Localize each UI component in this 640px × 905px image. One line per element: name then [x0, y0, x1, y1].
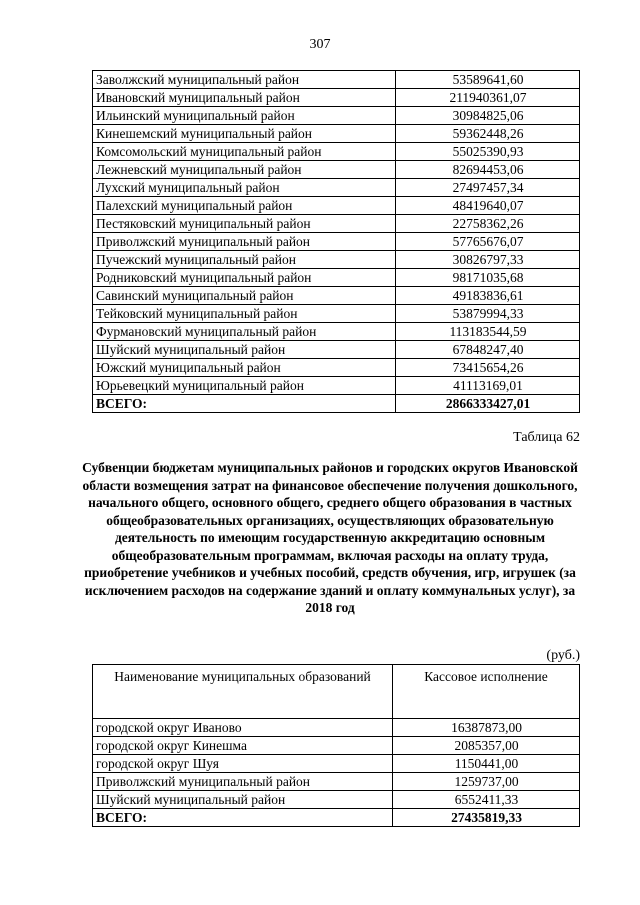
table-row [93, 305, 580, 323]
municipality-name: Приволжский муниципальный район [93, 233, 396, 251]
total-row [93, 395, 580, 413]
municipality-name: Юрьевецкий муниципальный район [93, 377, 396, 395]
municipality-name: Южский муниципальный район [93, 359, 396, 377]
amount-value: 49183836,61 [396, 287, 580, 305]
table-row [93, 179, 580, 197]
amount-value: 16387873,00 [393, 719, 580, 737]
municipality-name: Палехский муниципальный район [93, 197, 396, 215]
amount-value: 57765676,07 [396, 233, 580, 251]
municipality-name: Пучежский муниципальный район [93, 251, 396, 269]
amount-value: 82694453,06 [396, 161, 580, 179]
amount-value: 41113169,01 [396, 377, 580, 395]
municipality-name: Фурмановский муниципальный район [93, 323, 396, 341]
table-row [93, 791, 580, 809]
municipality-name: Ивановский муниципальный район [93, 89, 396, 107]
table-row [93, 341, 580, 359]
page-number: 307 [309, 37, 331, 52]
subvention-table-continued [92, 70, 580, 413]
municipality-name: Лежневский муниципальный район [93, 161, 396, 179]
amount-value: 2085357,00 [393, 737, 580, 755]
municipality-name: Комсомольский муниципальный район [93, 143, 396, 161]
private-schools-subvention-table [92, 664, 580, 827]
total-label: ВСЕГО: [93, 395, 396, 413]
amount-value: 67848247,40 [396, 341, 580, 359]
municipality-name: Родниковский муниципальный район [93, 269, 396, 287]
amount-value: 6552411,33 [393, 791, 580, 809]
table-label: Таблица 62 [513, 430, 580, 445]
municipality-name: городской округ Иваново [93, 719, 393, 737]
amount-value: 98171035,68 [396, 269, 580, 287]
amount-value: 113183544,59 [396, 323, 580, 341]
table-row [93, 143, 580, 161]
amount-value: 30984825,06 [396, 107, 580, 125]
unit-label: (руб.) [546, 648, 580, 663]
amount-value: 1150441,00 [393, 755, 580, 773]
table-row [93, 719, 580, 737]
amount-value: 53589641,60 [396, 71, 580, 89]
amount-value: 59362448,26 [396, 125, 580, 143]
municipality-name: городской округ Шуя [93, 755, 393, 773]
amount-value: 22758362,26 [396, 215, 580, 233]
municipality-name: Савинский муниципальный район [93, 287, 396, 305]
amount-value: 30826797,33 [396, 251, 580, 269]
column-header-amount: Кассовое исполнение [393, 665, 580, 719]
municipality-name: Шуйский муниципальный район [93, 791, 393, 809]
municipality-name: Лухский муниципальный район [93, 179, 396, 197]
total-value: 2866333427,01 [396, 395, 580, 413]
table-row [93, 89, 580, 107]
municipality-name: Тейковский муниципальный район [93, 305, 396, 323]
amount-value: 27497457,34 [396, 179, 580, 197]
municipality-name: Шуйский муниципальный район [93, 341, 396, 359]
column-header-name: Наименование муниципальных образований [93, 665, 393, 719]
table-row [93, 377, 580, 395]
total-value: 27435819,33 [393, 809, 580, 827]
amount-value: 1259737,00 [393, 773, 580, 791]
municipality-name: Кинешемский муниципальный район [93, 125, 396, 143]
table-row [93, 359, 580, 377]
amount-value: 73415654,26 [396, 359, 580, 377]
amount-value: 55025390,93 [396, 143, 580, 161]
municipality-name: городской округ Кинешма [93, 737, 393, 755]
municipality-name: Пестяковский муниципальный район [93, 215, 396, 233]
total-row [93, 809, 580, 827]
table-row [93, 161, 580, 179]
amount-value: 211940361,07 [396, 89, 580, 107]
table-row [93, 269, 580, 287]
table-row [93, 71, 580, 89]
table-row [93, 233, 580, 251]
header-row [93, 665, 580, 719]
table-caption: Субвенции бюджетам муниципальных районов и городских округов Ивановской области возмещения затрат на финансовое обеспечение получения дошкольного, начального общего, основного общего, среднего общего образования в частных общеобразовательных организациях, осуществляющих образовательную деятельность по имеющим государственную аккредитацию основным общеобразовательным программам, включая расходы на оплату труда, приобретение учебников и учебных пособий, средств обучения, игр, игрушек (за исключением расходов на содержание зданий и оплату коммунальных услуг), за 2018 год [82, 460, 578, 615]
table-row [93, 773, 580, 791]
total-label: ВСЕГО: [93, 809, 393, 827]
table-row [93, 323, 580, 341]
municipality-name: Приволжский муниципальный район [93, 773, 393, 791]
table-row [93, 287, 580, 305]
table-row [93, 107, 580, 125]
amount-value: 48419640,07 [396, 197, 580, 215]
table-row [93, 215, 580, 233]
table-row [93, 125, 580, 143]
amount-value: 53879994,33 [396, 305, 580, 323]
table-row [93, 755, 580, 773]
table-row [93, 737, 580, 755]
municipality-name: Заволжский муниципальный район [93, 71, 396, 89]
table-row [93, 251, 580, 269]
table-row [93, 197, 580, 215]
municipality-name: Ильинский муниципальный район [93, 107, 396, 125]
